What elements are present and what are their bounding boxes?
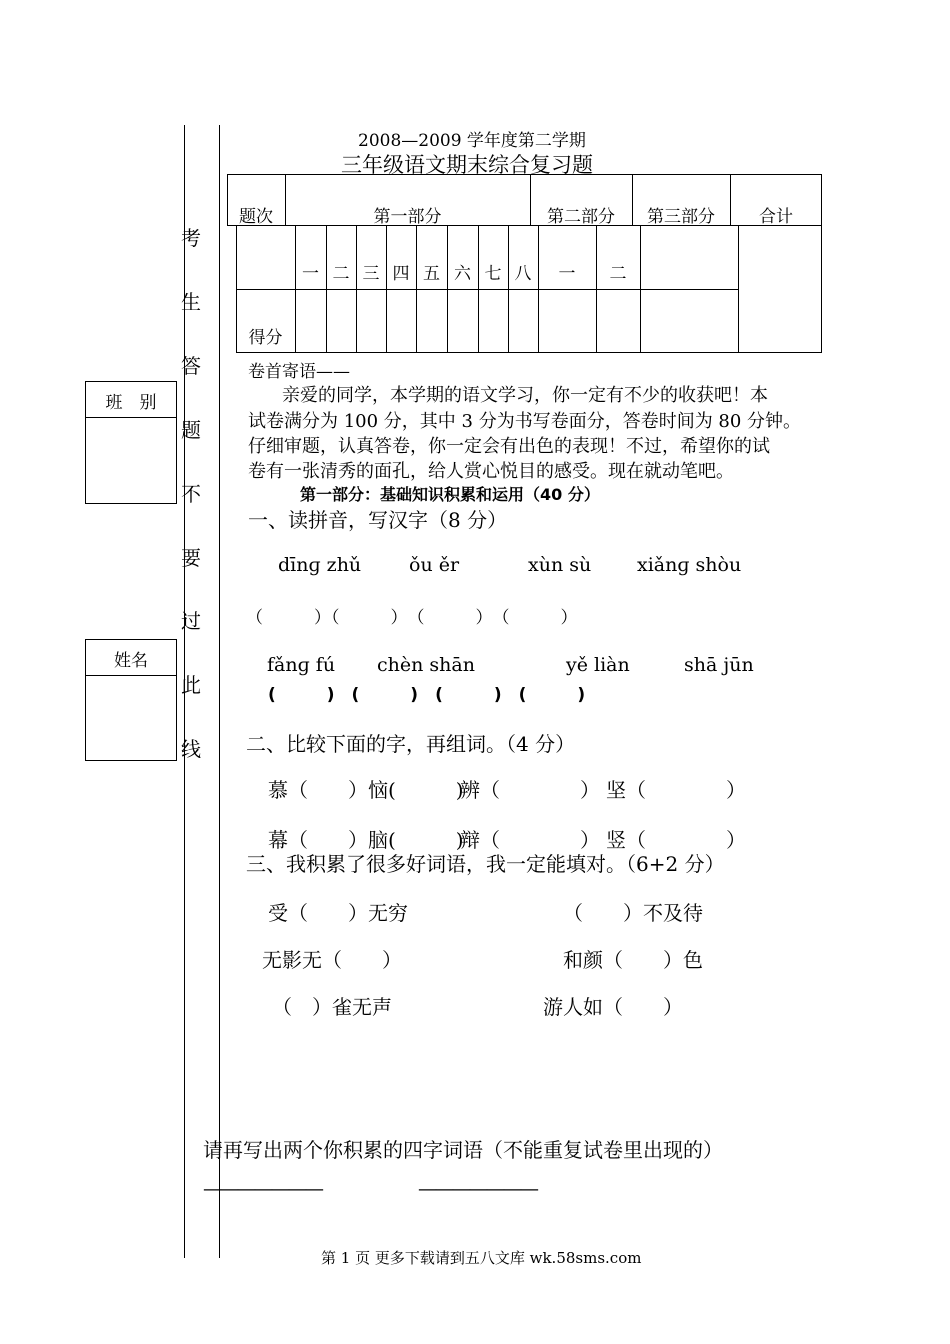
item-col: 六 xyxy=(454,264,471,284)
name-label: 姓名 xyxy=(114,651,148,671)
item-col: 一 xyxy=(558,264,576,284)
item-col: 一 xyxy=(302,264,319,284)
warning-char: 要 xyxy=(181,546,201,570)
warning-char: 线 xyxy=(181,737,201,761)
compare-item[interactable]: 幕（ ） xyxy=(268,828,368,852)
idiom-item[interactable]: 游人如（ ） xyxy=(543,995,683,1019)
table-divider xyxy=(738,225,739,353)
page-footer: 第 1 页 更多下载请到五八文库 wk.58sms.com xyxy=(321,1249,642,1267)
warning-char: 生 xyxy=(181,290,201,314)
table-divider xyxy=(508,225,509,353)
warning-char: 此 xyxy=(181,673,201,697)
header-part2: 第二部分 xyxy=(547,207,615,227)
pinyin: xiǎnɡ shòu xyxy=(637,554,742,576)
idiom-item[interactable]: 无影无（ ） xyxy=(262,948,402,972)
warning-char: 答 xyxy=(181,354,201,378)
extra-prompt: 请再写出两个你积累的四字词语（不能重复试卷里出现的） xyxy=(203,1138,723,1162)
answer-line[interactable]: ——————— xyxy=(418,1178,537,1200)
warning-char: 不 xyxy=(181,482,201,506)
header-total: 合计 xyxy=(759,207,793,227)
table-divider xyxy=(416,225,417,353)
q2-title: 二、比较下面的字，再组词。（4 分） xyxy=(246,732,576,756)
warning-char: 题 xyxy=(181,418,201,442)
table-divider xyxy=(478,225,479,353)
pinyin: xùn sù xyxy=(528,554,592,576)
idiom-item[interactable]: （ ）雀无声 xyxy=(272,995,392,1019)
q3-title: 三、我积累了很多好词语，我一定能填对。（6+2 分） xyxy=(246,852,725,876)
item-col: 八 xyxy=(514,264,532,284)
pinyin: fǎnɡ fú xyxy=(267,654,336,676)
pinyin: dīnɡ zhǔ xyxy=(278,554,362,576)
name-box xyxy=(85,639,177,761)
idiom-item[interactable]: （ ）不及待 xyxy=(563,901,703,925)
item-col: 七 xyxy=(484,264,502,284)
preface-line: 亲爱的同学，本学期的语文学习，你一定有不少的收获吧！本 xyxy=(282,385,768,406)
q1-title: 一、读拼音，写汉字（8 分） xyxy=(248,508,508,532)
binding-line-right xyxy=(219,125,220,1258)
class-box xyxy=(85,381,177,504)
preface-line: 仔细审题，认真答卷，你一定会有出色的表现！不过，希望你的试 xyxy=(248,436,770,457)
answer-blanks[interactable]: ( ) ( ) ( ) ( ) xyxy=(268,685,586,705)
idiom-item[interactable]: 受（ ）无穷 xyxy=(268,901,408,925)
compare-item[interactable]: 竖（ ） xyxy=(606,828,746,852)
preface-line: 卷有一张清秀的面孔，给人赏心悦目的感受。现在就动笔吧。 xyxy=(248,461,734,482)
row-label-item: 题次 xyxy=(239,207,273,227)
table-divider xyxy=(295,225,296,353)
header-part3: 第三部分 xyxy=(647,207,715,227)
idiom-item[interactable]: 和颜（ ）色 xyxy=(563,948,703,972)
compare-item[interactable]: 坚（ ） xyxy=(606,778,746,802)
compare-item[interactable]: 脑( ) xyxy=(368,828,464,852)
compare-item[interactable]: 辩（ ） xyxy=(460,828,600,852)
item-col: 四 xyxy=(392,264,410,284)
pinyin: chèn shān xyxy=(377,654,475,676)
item-col: 二 xyxy=(609,264,627,284)
compare-item[interactable]: 辨（ ） xyxy=(460,778,600,802)
class-label: 班 别 xyxy=(105,393,157,413)
page-title: 三年级语文期末综合复习题 xyxy=(341,153,593,177)
pinyin: ǒu ěr xyxy=(409,554,460,576)
row-label-score: 得分 xyxy=(248,328,283,348)
answer-line[interactable]: ——————— xyxy=(203,1178,322,1200)
part1-heading: 第一部分：基础知识积累和运用（40 分） xyxy=(300,485,600,504)
pinyin: shā jūn xyxy=(684,654,754,676)
item-col: 二 xyxy=(332,264,350,284)
pinyin: yě liàn xyxy=(566,654,630,676)
name-answer-field[interactable] xyxy=(86,676,176,760)
class-answer-field[interactable] xyxy=(86,418,176,503)
item-col: 三 xyxy=(362,264,380,284)
table-divider xyxy=(326,225,327,353)
answer-blanks[interactable]: （ ）（ ） （ ） （ ） xyxy=(246,608,578,628)
table-divider xyxy=(596,225,597,353)
table-divider xyxy=(356,225,357,353)
compare-item[interactable]: 慕（ ） xyxy=(268,778,368,802)
warning-char: 考 xyxy=(181,226,201,250)
warning-char: 过 xyxy=(181,609,201,633)
compare-item[interactable]: 恼( ) xyxy=(368,778,464,802)
term-line: 2008—2009 学年度第二学期 xyxy=(358,131,586,151)
table-divider xyxy=(640,225,641,353)
table-divider xyxy=(386,225,387,353)
table-divider xyxy=(538,225,539,353)
preface-line: 试卷满分为 100 分，其中 3 分为书写卷面分，答卷时间为 80 分钟。 xyxy=(248,411,802,432)
item-col: 五 xyxy=(423,264,440,284)
preface-heading: 卷首寄语—— xyxy=(248,362,350,382)
table-row-divider xyxy=(236,289,738,290)
header-part1: 第一部分 xyxy=(373,207,442,227)
table-divider xyxy=(447,225,448,353)
